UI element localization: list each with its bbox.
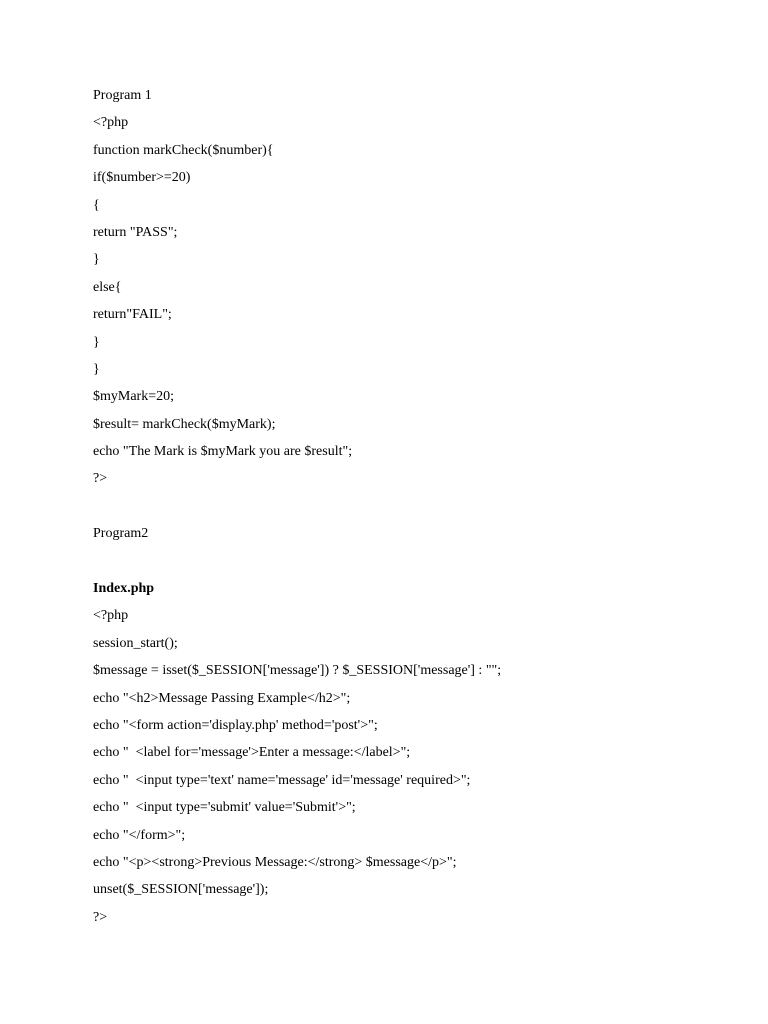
code-line: echo "<form action='display.php' method='post'>";	[93, 717, 378, 733]
code-line: ?>	[93, 909, 108, 925]
spacer	[93, 552, 728, 579]
program1-code-block	[93, 113, 728, 496]
code-line: echo "<p><strong>Previous Message:</strong> $message</p>";	[93, 854, 457, 870]
spacer	[93, 497, 728, 524]
code-line: return "PASS";	[93, 224, 178, 240]
code-line: return"FAIL";	[93, 307, 172, 323]
program2-heading: Program2	[93, 526, 149, 542]
code-line: echo " <label for='message'>Enter a message:</label>";	[93, 745, 411, 761]
code-line: ?>	[93, 471, 108, 487]
program1-heading: Program 1	[93, 88, 152, 103]
code-line: <?php	[93, 115, 129, 131]
code-line: if($number>=20)	[93, 170, 191, 186]
code-line: unset($_SESSION['message']);	[93, 882, 269, 898]
code-line: echo "<h2>Message Passing Example</h2>";	[93, 690, 351, 706]
program2-code-block	[93, 606, 728, 935]
code-line: echo "</form>";	[93, 827, 186, 843]
code-line: $message = isset($_SESSION['message']) ? $_SESSION['message'] : "";	[93, 663, 502, 679]
file-heading: Index.php	[93, 581, 155, 597]
code-line: else{	[93, 279, 122, 295]
code-line: echo "The Mark is $myMark you are $result";	[93, 444, 353, 460]
code-line: <?php	[93, 608, 129, 624]
code-line: session_start();	[93, 635, 178, 651]
code-line: }	[93, 252, 100, 268]
document-page	[93, 86, 728, 935]
code-line: }	[93, 361, 100, 377]
code-line: {	[93, 197, 100, 213]
code-line: }	[93, 334, 100, 350]
code-line: $myMark=20;	[93, 389, 174, 405]
code-line: echo " <input type='text' name='message' id='message' required>";	[93, 772, 471, 788]
code-line: $result= markCheck($myMark);	[93, 416, 276, 432]
code-line: echo " <input type='submit' value='Submit'>";	[93, 800, 356, 816]
code-line: function markCheck($number){	[93, 142, 274, 158]
